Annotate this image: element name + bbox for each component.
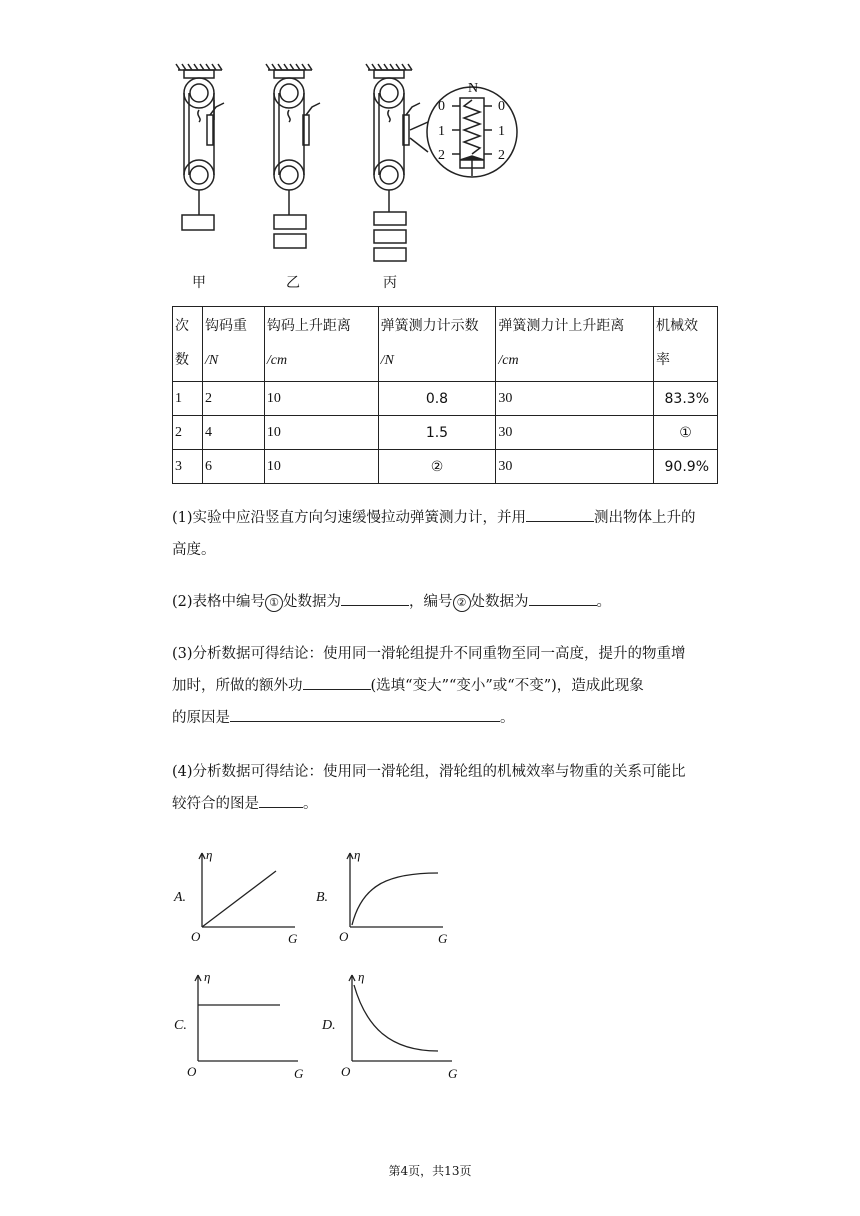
answer-blank-3a[interactable]	[303, 673, 371, 690]
table-cell: 3	[173, 450, 203, 484]
graph-a	[190, 845, 310, 945]
table-header-row	[173, 307, 718, 382]
figure-label-jia: 甲	[192, 275, 206, 291]
question-1: (1)实验中应沿竖直方向匀速缓慢拉动弹簧测力计，并用 测出物体上升的 高度。	[172, 502, 732, 566]
graph-c	[186, 965, 311, 1083]
scale-tick-left-2: 2	[438, 148, 445, 163]
table-cell: 30	[496, 450, 654, 484]
table-header-cell: 钩码重 /N	[202, 307, 264, 382]
graph-b-y-label: η	[354, 847, 361, 862]
graph-c-x-label: G	[294, 1066, 304, 1081]
circled-number-2: ②	[453, 594, 471, 612]
table-cell: 6	[202, 450, 264, 484]
table-cell: 2	[202, 382, 264, 416]
graph-d	[340, 965, 465, 1083]
table-header-cell: 次 数	[173, 307, 203, 382]
option-d-label[interactable]: D.	[322, 1018, 336, 1033]
scale-unit-label: N	[468, 81, 479, 96]
answer-blank-2b[interactable]	[529, 589, 597, 606]
graph-a-origin: O	[191, 929, 201, 944]
option-c-label[interactable]: C.	[174, 1018, 187, 1033]
table-cell: 0.8	[378, 382, 496, 416]
data-table	[172, 306, 718, 484]
graph-b-x-label: G	[438, 931, 448, 945]
figure-label-yi: 乙	[286, 275, 300, 291]
scale-tick-right-1: 1	[498, 124, 505, 139]
table-cell: 4	[202, 416, 264, 450]
table-header-cell: 机械效 率	[653, 307, 717, 382]
table-header-cell: 弹簧测力计上升距离 /cm	[496, 307, 654, 382]
pulley-figure	[170, 60, 530, 290]
table-cell: 1.5	[378, 416, 496, 450]
option-a-label[interactable]: A.	[174, 890, 187, 905]
table-cell: 83.3%	[653, 382, 717, 416]
ceiling-bing	[366, 64, 412, 70]
graph-d-origin: O	[341, 1064, 351, 1079]
pulley-setup-yi	[274, 70, 320, 248]
scale-tick-right-2: 2	[498, 148, 505, 163]
table-cell: 30	[496, 416, 654, 450]
scale-tick-left-1: 1	[438, 124, 445, 139]
table-header-cell: 钩码上升距离 /cm	[264, 307, 378, 382]
table-row	[173, 382, 718, 416]
figure-label-bing: 丙	[383, 275, 397, 291]
graph-a-x-label: G	[288, 931, 298, 945]
question-2: (2)表格中编号 ① 处数据为 ，编号 ② 处数据为 。	[172, 586, 732, 618]
ceiling-yi	[266, 64, 312, 70]
answer-blank-3b[interactable]	[230, 705, 500, 722]
graph-d-y-label: η	[358, 969, 365, 984]
table-header-cell: 弹簧测力计示数 /N	[378, 307, 496, 382]
graph-c-y-label: η	[204, 969, 211, 984]
graph-b	[338, 845, 458, 945]
page-footer: 第4页，共13页	[388, 1164, 472, 1178]
answer-blank-2a[interactable]	[341, 589, 409, 606]
table-cell: 90.9%	[653, 450, 717, 484]
table-cell: 10	[264, 416, 378, 450]
option-b-label[interactable]: B.	[316, 890, 329, 905]
scale-tick-left-0: 0	[438, 99, 445, 114]
table-cell: ②	[378, 450, 496, 484]
answer-blank-1[interactable]	[526, 505, 594, 522]
scale-tick-right-0: 0	[498, 99, 505, 114]
graph-b-origin: O	[339, 929, 349, 944]
graph-c-origin: O	[187, 1064, 197, 1079]
table-cell: ①	[653, 416, 717, 450]
table-cell: 1	[173, 382, 203, 416]
table-row	[173, 416, 718, 450]
table-cell: 10	[264, 450, 378, 484]
table-cell: 30	[496, 382, 654, 416]
pulley-setup-jia	[182, 70, 224, 230]
graph-a-y-label: η	[206, 847, 213, 862]
ceiling-jia	[176, 64, 222, 70]
table-cell: 10	[264, 382, 378, 416]
pulley-setup-bing	[374, 70, 428, 261]
question-4: (4)分析数据可得结论：使用同一滑轮组，滑轮组的机械效率与物重的关系可能比 较符合的图是 。	[172, 764, 686, 812]
question-3: (3)分析数据可得结论：使用同一滑轮组提升不同重物至同一高度，提升的物重增 加时，所做的额外功 (选填“变大”“变小”或“不变”)，造成此现象 的原因是 。	[172, 646, 686, 726]
table-row	[173, 450, 718, 484]
answer-blank-4[interactable]	[259, 791, 303, 808]
graph-d-x-label: G	[448, 1066, 458, 1081]
table-cell: 2	[173, 416, 203, 450]
circled-number-1: ①	[265, 594, 283, 612]
